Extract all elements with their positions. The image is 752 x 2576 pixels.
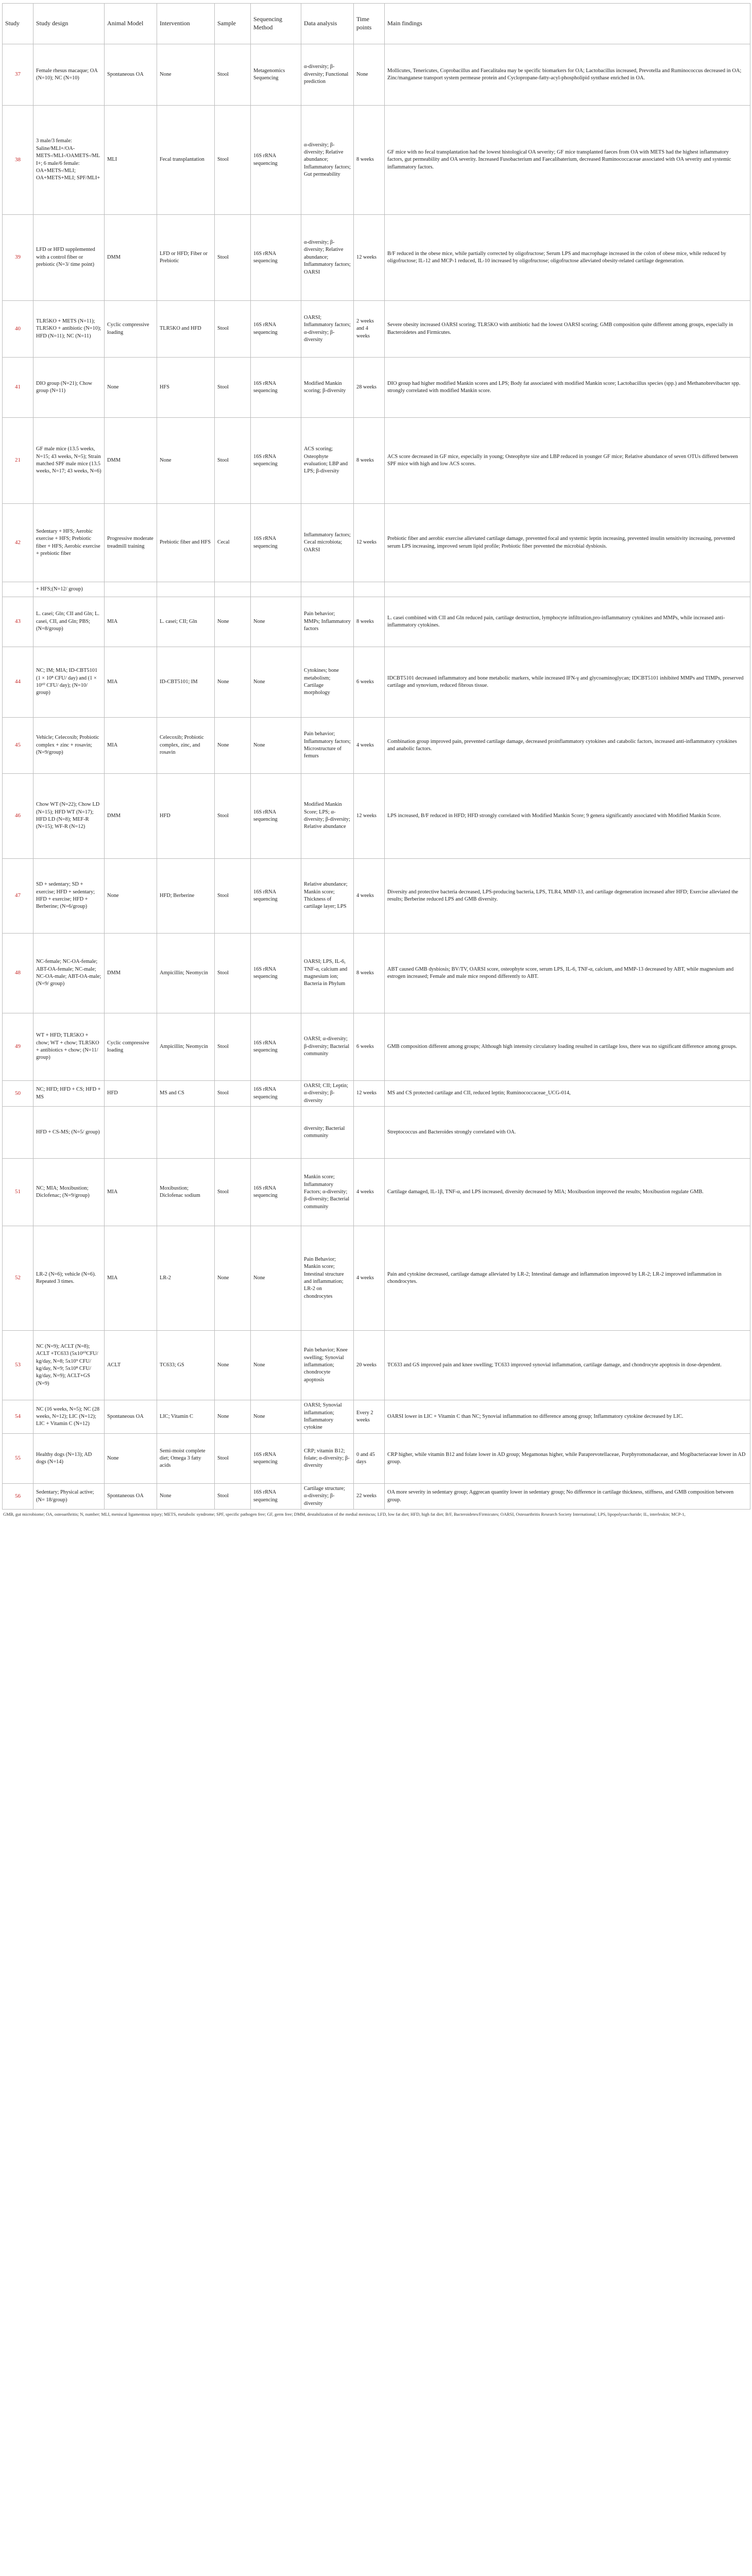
time-points-cell: 12 weeks — [354, 215, 385, 301]
table-row — [3, 1159, 750, 1226]
animal-model-cell: ACLT — [105, 1331, 157, 1400]
sample-cell: Stool — [215, 358, 251, 418]
animal-model-cell: None — [105, 1434, 157, 1484]
time-points-cell: 8 weeks — [354, 418, 385, 504]
table-row — [3, 1434, 750, 1484]
time-points-cell: 6 weeks — [354, 647, 385, 718]
sequencing-method-cell: None — [251, 718, 301, 774]
time-points-cell — [354, 582, 385, 597]
sequencing-method-cell — [251, 1107, 301, 1159]
table-row — [3, 1107, 750, 1159]
main-findings-cell: LPS increased, B/F reduced in HFD; HFD strongly correlated with Modified Mankin Score; 9 genera significantly associated with Modified Mankin Score. — [385, 774, 750, 859]
sample-cell: Stool — [215, 934, 251, 1013]
data-analysis-cell: Relative abundance; Mankin score; Thickness of cartilage layer; LPS — [301, 859, 354, 934]
sequencing-method-cell: 16S rRNA sequencing — [251, 859, 301, 934]
study-cell: 51 — [3, 1159, 33, 1226]
sample-cell: Stool — [215, 1484, 251, 1510]
table-row — [3, 597, 750, 647]
sample-cell: None — [215, 647, 251, 718]
animal-model-cell: None — [105, 358, 157, 418]
table-row — [3, 1226, 750, 1331]
time-points-cell: 4 weeks — [354, 1226, 385, 1331]
animal-model-cell: Spontaneous OA — [105, 44, 157, 106]
study-design-cell: Sedentary + HFS; Aerobic exercise + HFS; Prebiotic fiber + HFS; Aerobic exercise + prebiotic fiber — [33, 504, 105, 582]
animal-model-cell: MLI — [105, 106, 157, 215]
study-design-cell: DIO group (N=21); Chow group (N=11) — [33, 358, 105, 418]
main-findings-cell: L. casei combined with CII and Gln reduced pain, cartilage destruction, lymphocyte infiltration,pro-inflammatory cytokines and MMPs, while increased anti-inflammatory cytokines. — [385, 597, 750, 647]
main-findings-cell: OA more severity in sedentary group; Aggrecan quantity lower in sedentary group; No difference in cartilage thickness, stiffness, and GMB composition between group. — [385, 1484, 750, 1510]
study-cell: 48 — [3, 934, 33, 1013]
table-row — [3, 44, 750, 106]
study-cell: 55 — [3, 1434, 33, 1484]
study-cell: 37 — [3, 44, 33, 106]
time-points-cell: 8 weeks — [354, 597, 385, 647]
table-row — [3, 1081, 750, 1107]
sample-cell: None — [215, 718, 251, 774]
table-row — [3, 1013, 750, 1081]
study-design-cell: NC (N=9); ACLT (N=8); ACLT +TC633 (5x10¹⁰CFU/ kg/day, N=8; 5x10⁹ CFU/ kg/day, N=9; 5x10⁸ CFU/ kg/day, N=9); ACLT+GS (N=9) — [33, 1331, 105, 1400]
study-cell: 49 — [3, 1013, 33, 1081]
sequencing-method-cell: 16S rRNA sequencing — [251, 215, 301, 301]
study-cell — [3, 1107, 33, 1159]
main-findings-cell: GF mice with no fecal transplantation had the lowest histological OA severity; GF mice transplanted faeces from OA with METS had the highest inflammatory factors, gut permeability and OA severity. Increased Fusobacterium and Faecalibaterium, decreased Ruminococcaceae associated with OA severity and systemic inflammatory factors. — [385, 106, 750, 215]
time-points-cell: 2 weeks and 4 weeks — [354, 301, 385, 358]
data-analysis-cell: OARSI; Inflammatory factors; α-diversity; β-diversity — [301, 301, 354, 358]
sequencing-method-cell: Metagenomics Sequencing — [251, 44, 301, 106]
intervention-cell: L. casei; CII; Gln — [157, 597, 215, 647]
animal-model-cell — [105, 1107, 157, 1159]
time-points-cell: 8 weeks — [354, 934, 385, 1013]
table-row — [3, 582, 750, 597]
study-design-cell: NC (16 weeks, N=5); NC (28 weeks, N=12); LIC (N=12); LIC + Vitamin C (N=12) — [33, 1400, 105, 1434]
data-analysis-cell: α-diversity; β-diversity; Relative abundance; Inflammatory factors; Gut permeability — [301, 106, 354, 215]
time-points-cell: 22 weeks — [354, 1484, 385, 1510]
study-cell: 56 — [3, 1484, 33, 1510]
main-findings-cell: Diversity and protective bacteria decreased, LPS-producing bacteria, LPS, TLR4, MMP-13, and cartilage degeneration increased after HFD; Exercise alleviated the results; Berberine reduced LPS and GMB diversity. — [385, 859, 750, 934]
data-analysis-cell: Cartilage structure; α-diversity; β-diversity — [301, 1484, 354, 1510]
animal-model-cell: Spontaneous OA — [105, 1484, 157, 1510]
study-design-cell: NC-female; NC-OA-female; ABT-OA-female; NC-male; NC-OA-male; ABT-OA-male; (N=9/ group) — [33, 934, 105, 1013]
data-analysis-cell: ACS scoring; Osteophyte evaluation; LBP and LPS; β-diversity — [301, 418, 354, 504]
studies-table — [2, 3, 750, 1510]
intervention-cell: HFD — [157, 774, 215, 859]
study-cell: 47 — [3, 859, 33, 934]
study-design-cell: 3 male/3 female: Saline/MLI+/OA-METS-/MLI-/OAMETS-/MLI+; 6 male/6 female: OA+METS-/MLI; OA+METS+MLI; SPF/MLI+ — [33, 106, 105, 215]
header-time-points: Time points — [354, 4, 385, 44]
sample-cell: None — [215, 1226, 251, 1331]
table-body — [3, 44, 750, 1510]
time-points-cell: 28 weeks — [354, 358, 385, 418]
sample-cell: Stool — [215, 106, 251, 215]
study-design-cell: HFD + CS-MS; (N=5/ group) — [33, 1107, 105, 1159]
intervention-cell: LFD or HFD; Fiber or Prebiotic — [157, 215, 215, 301]
intervention-cell: Prebiotic fiber and HFS — [157, 504, 215, 582]
intervention-cell: HFS — [157, 358, 215, 418]
intervention-cell: Moxibustion; Diclofenac sodium — [157, 1159, 215, 1226]
header-sample: Sample — [215, 4, 251, 44]
sequencing-method-cell: None — [251, 597, 301, 647]
intervention-cell: MS and CS — [157, 1081, 215, 1107]
animal-model-cell: Spontaneous OA — [105, 1400, 157, 1434]
time-points-cell: None — [354, 44, 385, 106]
header-animal-model: Animal Model — [105, 4, 157, 44]
data-analysis-cell: α-diversity; β-diversity; Relative abundance; Inflammatory factors; OARSI — [301, 215, 354, 301]
table-row — [3, 1331, 750, 1400]
table-row — [3, 647, 750, 718]
study-design-cell: NC; HFD; HFD + CS; HFD + MS — [33, 1081, 105, 1107]
animal-model-cell: HFD — [105, 1081, 157, 1107]
sequencing-method-cell: 16S rRNA sequencing — [251, 301, 301, 358]
sample-cell: None — [215, 1331, 251, 1400]
sequencing-method-cell: None — [251, 1331, 301, 1400]
main-findings-cell: IDCBT5101 decreased inflammatory and bone metabolic markers, while increased IFN-γ and glycoaminoglycan; IDCBT5101 inhibited MMPs and TIMPs, preserved cartilage and synovium, reduced fibrous tissue. — [385, 647, 750, 718]
table-row — [3, 358, 750, 418]
main-findings-cell: B/F reduced in the obese mice, while partially corrected by oligofructose; Serum LPS and macrophage increased in the colon of obese mice, while reduced by oligofructose; IL-12 and MCP-1 reduced, IL-10 increased by oligofructose; oligofructose alleviated obesity-related cartilage degeneration. — [385, 215, 750, 301]
study-cell: 43 — [3, 597, 33, 647]
intervention-cell: Ampicillin; Neomycin — [157, 934, 215, 1013]
intervention-cell: TLR5KO and HFD — [157, 301, 215, 358]
study-design-cell: NC; IM; MIA; ID-CBT5101 (1 × 10⁸ CFU/ day) and (1 × 10¹⁰ CFU/ day); (N=10/ group) — [33, 647, 105, 718]
animal-model-cell: Cyclic compressive loading — [105, 1013, 157, 1081]
main-findings-cell: Streptococcus and Bacteroides strongly correlated with OA. — [385, 1107, 750, 1159]
header-study-design: Study design — [33, 4, 105, 44]
time-points-cell: 20 weeks — [354, 1331, 385, 1400]
sequencing-method-cell — [251, 582, 301, 597]
sequencing-method-cell: 16S rRNA sequencing — [251, 1159, 301, 1226]
data-analysis-cell: diversity; Bacterial community — [301, 1107, 354, 1159]
study-design-cell: Sedentary; Physical active; (N= 18/group) — [33, 1484, 105, 1510]
data-analysis-cell: Pain Behavior; Mankin score; Intestinal structure and inflammation; LR-2 on chondrocytes — [301, 1226, 354, 1331]
main-findings-cell: DIO group had higher modified Mankin scores and LPS; Body fat associated with modified Mankin score; Lactobacillus species (spp.) and Methanobrevibacter spp. strongly correlated with modified Mankin score. — [385, 358, 750, 418]
sample-cell: Stool — [215, 44, 251, 106]
study-cell: 45 — [3, 718, 33, 774]
intervention-cell: Celecoxib; Probiotic complex, zinc, and rosavin — [157, 718, 215, 774]
animal-model-cell: MIA — [105, 647, 157, 718]
sequencing-method-cell: 16S rRNA sequencing — [251, 106, 301, 215]
main-findings-cell: Severe obesity increased OARSI scoring; TLR5KO with antibiotic had the lowest OARSI scoring; GMB composition quite different among groups, especially in Bacteroidetes and Firmicutes. — [385, 301, 750, 358]
animal-model-cell: MIA — [105, 1159, 157, 1226]
sequencing-method-cell: 16S rRNA sequencing — [251, 1434, 301, 1484]
intervention-cell: None — [157, 418, 215, 504]
time-points-cell: 4 weeks — [354, 859, 385, 934]
data-analysis-cell: CRP; vitamin B12; folate; α-diversity; β-diversity — [301, 1434, 354, 1484]
study-design-cell: + HFS;(N=12/ group) — [33, 582, 105, 597]
sample-cell: Stool — [215, 859, 251, 934]
study-design-cell: Healthy dogs (N=13); AD dogs (N=14) — [33, 1434, 105, 1484]
animal-model-cell: None — [105, 859, 157, 934]
animal-model-cell — [105, 582, 157, 597]
header-study: Study — [3, 4, 33, 44]
study-cell — [3, 582, 33, 597]
data-analysis-cell: OARSI; α-diversity; β-diversity; Bacterial community — [301, 1013, 354, 1081]
table-row — [3, 1484, 750, 1510]
study-cell: 39 — [3, 215, 33, 301]
animal-model-cell: MIA — [105, 1226, 157, 1331]
sequencing-method-cell: None — [251, 1400, 301, 1434]
main-findings-cell: ACS score decreased in GF mice, especially in young; Osteophyte size and LBP reduced in younger GF mice; Relative abundance of seven OTUs differed between SPF mice with high and low ACS scores. — [385, 418, 750, 504]
header-sequencing-method: Sequencing Method — [251, 4, 301, 44]
sequencing-method-cell: 16S rRNA sequencing — [251, 1484, 301, 1510]
intervention-cell: None — [157, 1484, 215, 1510]
data-analysis-cell: Mankin score; Inflammatory Factors; α-diversity; β-diversity; Bacterial community — [301, 1159, 354, 1226]
time-points-cell: 12 weeks — [354, 504, 385, 582]
main-findings-cell: TC633 and GS improved pain and knee swelling; TC633 improved synovial inflammation, cartilage damage, and chondrocyte apoptosis in dose-dependent. — [385, 1331, 750, 1400]
main-findings-cell: Combination group improved pain, prevented cartilage damage, decreased proinflammatory cytokines and catabolic factors, increased anti-inflammatory cytokines and anabolic factors. — [385, 718, 750, 774]
main-findings-cell: Mollicutes, Tenericutes, Coprobacillus and Faecalitalea may be specific biomarkers for OA; Lactobacillus increased, Prevotella and Ruminococcus decreased in OA; Zinc/manganese transport system permease protein and Cyclopropane-fatty-acyl-phospholipid synthase enriched in OA. — [385, 44, 750, 106]
study-design-cell: WT + HFD; TLR5KO + chow; WT + chow; TLR5KO + antibiotics + chow; (N=11/ group) — [33, 1013, 105, 1081]
sample-cell: Stool — [215, 1081, 251, 1107]
sample-cell: Stool — [215, 774, 251, 859]
study-cell: 52 — [3, 1226, 33, 1331]
time-points-cell: 4 weeks — [354, 1159, 385, 1226]
time-points-cell: 0 and 45 days — [354, 1434, 385, 1484]
sample-cell: Stool — [215, 301, 251, 358]
intervention-cell: LR-2 — [157, 1226, 215, 1331]
table-footnote: GMB, gut microbiome; OA, osteoarthritis; N, number; MLI, meniscal ligamentous injury; METS, metabolic syndrome; SPF, specific pathogen free; GF, germ free; DMM, destabilization of the medial meniscus; LFD, low fat diet; HFD, high fat diet; B/F, Bacteroidetes/Firmicutes; OARSI, Osteoarthritis Research Society International; LPS, lipopolysaccharide; IL, interleukin; MCP-1, — [3, 1512, 686, 1517]
time-points-cell: 4 weeks — [354, 718, 385, 774]
data-analysis-cell: Modified Mankin scoring; β-diversity — [301, 358, 354, 418]
intervention-cell: HFD; Berberine — [157, 859, 215, 934]
sample-cell: None — [215, 1400, 251, 1434]
study-design-cell: LR-2 (N=6); vehicle (N=6). Repeated 3 times. — [33, 1226, 105, 1331]
sequencing-method-cell: 16S rRNA sequencing — [251, 774, 301, 859]
intervention-cell: None — [157, 44, 215, 106]
intervention-cell — [157, 1107, 215, 1159]
study-design-cell: L. casei; Gln; CII and Gln; L. casei, CII, and Gln; PBS; (N=8/group) — [33, 597, 105, 647]
table-row — [3, 774, 750, 859]
intervention-cell: Fecal transplantation — [157, 106, 215, 215]
sample-cell — [215, 1107, 251, 1159]
header-data-analysis: Data analysis — [301, 4, 354, 44]
study-cell: 42 — [3, 504, 33, 582]
intervention-cell: Ampicillin; Neomycin — [157, 1013, 215, 1081]
intervention-cell: LIC; Vitamin C — [157, 1400, 215, 1434]
data-analysis-cell: Pain behavior; Knee swelling; Synovial inflammation; chondrocyte apoptosis — [301, 1331, 354, 1400]
main-findings-cell: CRP higher, while vitamin B12 and folate lower in AD group; Megamonas higher, while Paraprevotellaceae, Porphyromonadaceae, and Mogibacteriaceae lower in AD group. — [385, 1434, 750, 1484]
study-design-cell: SD + sedentary; SD + exercise; HFD + sedentary; HFD + exercise; HFD + Berberine; (N=6/group) — [33, 859, 105, 934]
study-design-cell: TLR5KO + METS (N=11); TLR5KO + antibiotic (N=10); HFD (N=11); NC (N=11) — [33, 301, 105, 358]
sequencing-method-cell: None — [251, 647, 301, 718]
sample-cell: Stool — [215, 1159, 251, 1226]
study-cell: 21 — [3, 418, 33, 504]
intervention-cell: TC633; GS — [157, 1331, 215, 1400]
study-design-cell: Vehicle; Celecoxib; Probiotic complex + zinc + rosavin; (N=9/group) — [33, 718, 105, 774]
animal-model-cell: DMM — [105, 934, 157, 1013]
data-analysis-cell: OARSI; LPS, IL-6, TNF-α, calcium and magnesium ion; Bacteria in Phylum — [301, 934, 354, 1013]
table-row — [3, 215, 750, 301]
main-findings-cell: OARSI lower in LIC + Vitamin C than NC; Synovial inflammation no difference among group; Inflammatory cytokine decreased by LIC. — [385, 1400, 750, 1434]
animal-model-cell: DMM — [105, 215, 157, 301]
main-findings-cell: Pain and cytokine decreased, cartilage damage alleviated by LR-2; Intestinal damage and inflammation improved by LR-2; LR-2 improved inflammation in chondrocytes. — [385, 1226, 750, 1331]
table-row — [3, 859, 750, 934]
study-design-cell: Female rhesus macaque; OA (N=10); NC (N=10) — [33, 44, 105, 106]
time-points-cell: 6 weeks — [354, 1013, 385, 1081]
sequencing-method-cell: 16S rRNA sequencing — [251, 1081, 301, 1107]
animal-model-cell: Progressive moderate treadmill training — [105, 504, 157, 582]
data-analysis-cell — [301, 582, 354, 597]
animal-model-cell: DMM — [105, 418, 157, 504]
study-design-cell: LFD or HFD supplemented with a control fiber or prebiotic (N=3/ time point) — [33, 215, 105, 301]
study-design-cell: NC; MIA; Moxibustion; Diclofenac; (N=9/group) — [33, 1159, 105, 1226]
data-analysis-cell: OARSI; Synovial inflammation; Inflammatory cytokine — [301, 1400, 354, 1434]
study-cell: 54 — [3, 1400, 33, 1434]
main-findings-cell: GMB composition different among groups; Although high intensity circulatory loading resulted in cartilage loss, there was no significant difference among groups. — [385, 1013, 750, 1081]
sequencing-method-cell: 16S rRNA sequencing — [251, 358, 301, 418]
table-row — [3, 934, 750, 1013]
main-findings-cell: MS and CS protected cartilage and CII, reduced leptin; Ruminococcaceae_UCG-014, — [385, 1081, 750, 1107]
study-cell: 41 — [3, 358, 33, 418]
intervention-cell: Semi-moist complete diet; Omega 3 fatty acids — [157, 1434, 215, 1484]
intervention-cell — [157, 582, 215, 597]
table-row — [3, 301, 750, 358]
animal-model-cell: MIA — [105, 718, 157, 774]
sample-cell: Stool — [215, 1013, 251, 1081]
animal-model-cell: Cyclic compressive loading — [105, 301, 157, 358]
study-cell: 50 — [3, 1081, 33, 1107]
data-analysis-cell: α-diversity; β-diversity; Functional prediction — [301, 44, 354, 106]
data-analysis-cell: OARSI; CII; Leptin; α-diversity; β-diversity — [301, 1081, 354, 1107]
header-main-findings: Main findings — [385, 4, 750, 44]
sequencing-method-cell: 16S rRNA sequencing — [251, 504, 301, 582]
table-row — [3, 504, 750, 582]
main-findings-cell: Prebiotic fiber and aerobic exercise alleviated cartilage damage, prevented focal and systemic leptin increasing, prevented insulin sensitivity increasing, prevented serum LPS increasing, improved serum lipid profile; Prebiotic fiber prevented the microbial dysbiosis. — [385, 504, 750, 582]
data-analysis-cell: Inflammatory factors; Cecal microbiota; OARSI — [301, 504, 354, 582]
study-cell: 44 — [3, 647, 33, 718]
time-points-cell: 12 weeks — [354, 774, 385, 859]
data-analysis-cell: Modified Mankin Score; LPS; α-diversity; β-diversity; Relative abundance — [301, 774, 354, 859]
sample-cell: Stool — [215, 418, 251, 504]
header-intervention: Intervention — [157, 4, 215, 44]
table-row — [3, 718, 750, 774]
main-findings-cell: ABT caused GMB dysbiosis; BV/TV, OARSI score, osteophyte score, serum LPS, IL-6, TNF-α, calcium, and MMP-13 decreased by ABT, while magnesium and estrogen increased; Female and male mice respond differently to ABT. — [385, 934, 750, 1013]
sequencing-method-cell: 16S rRNA sequencing — [251, 1013, 301, 1081]
time-points-cell: 8 weeks — [354, 106, 385, 215]
sequencing-method-cell: None — [251, 1226, 301, 1331]
data-analysis-cell: Pain behavior; MMPs; Inflammatory factors — [301, 597, 354, 647]
study-cell: 46 — [3, 774, 33, 859]
study-design-cell: Chow WT (N=22); Chow LD (N=15); HFD WT (N=17); HFD LD (N=8); MEF-R (N=15); WF-R (N=12) — [33, 774, 105, 859]
table-row — [3, 1400, 750, 1434]
study-cell: 53 — [3, 1331, 33, 1400]
study-design-cell: GF male mice (13.5 weeks, N=15; 43 weeks, N=5); Strain matched SPF male mice (13.5 weeks, N=17; 43 weeks, N=6) — [33, 418, 105, 504]
sample-cell: None — [215, 597, 251, 647]
header-row — [3, 4, 750, 44]
time-points-cell: Every 2 weeks — [354, 1400, 385, 1434]
data-analysis-cell: Cytokines; bone metabolism; Cartilage morphology — [301, 647, 354, 718]
time-points-cell: 12 weeks — [354, 1081, 385, 1107]
study-cell: 38 — [3, 106, 33, 215]
intervention-cell: ID-CBT5101; IM — [157, 647, 215, 718]
main-findings-cell: Cartilage damaged, IL-1β, TNF-α, and LPS increased, diversity decreased by MIA; Moxibustion improved the results; Moxibustion regulate GMB. — [385, 1159, 750, 1226]
table-row — [3, 418, 750, 504]
animal-model-cell: MIA — [105, 597, 157, 647]
sequencing-method-cell: 16S rRNA sequencing — [251, 934, 301, 1013]
sample-cell: Stool — [215, 215, 251, 301]
study-cell: 40 — [3, 301, 33, 358]
table-row — [3, 106, 750, 215]
data-analysis-cell: Pain behavior; Inflammatory factors; Microstructure of femurs — [301, 718, 354, 774]
main-findings-cell — [385, 582, 750, 597]
sequencing-method-cell: 16S rRNA sequencing — [251, 418, 301, 504]
time-points-cell — [354, 1107, 385, 1159]
animal-model-cell: DMM — [105, 774, 157, 859]
sample-cell: Stool — [215, 1434, 251, 1484]
sample-cell: Cecal — [215, 504, 251, 582]
sample-cell — [215, 582, 251, 597]
